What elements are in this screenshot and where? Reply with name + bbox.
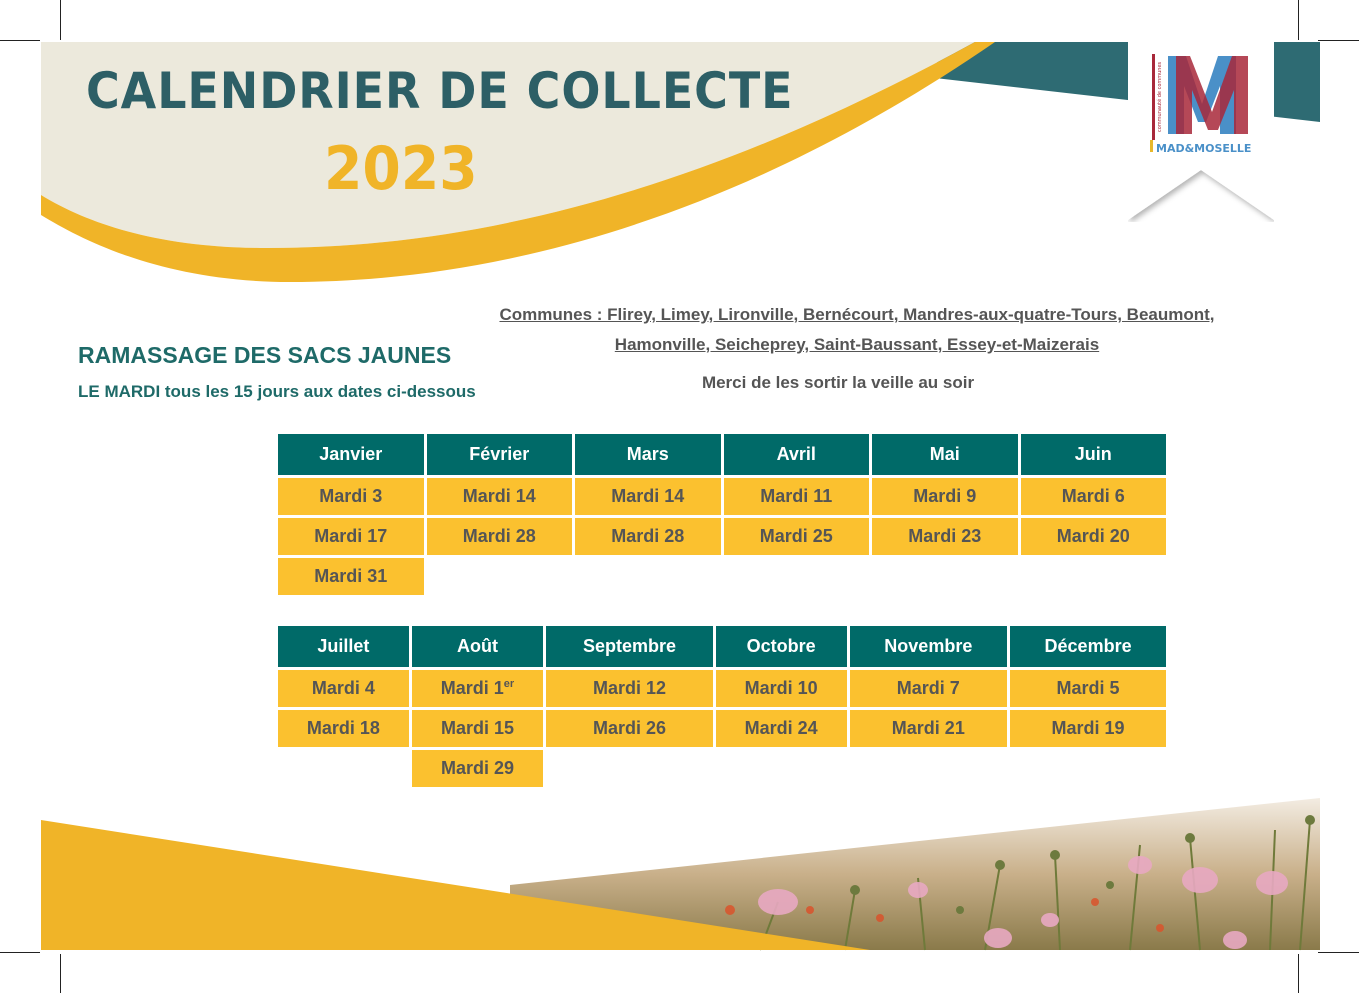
month-header: Novembre: [850, 626, 1008, 667]
date-cell: Mardi 18: [278, 710, 409, 747]
date-cell: Mardi 29: [412, 750, 543, 787]
date-cell: Mardi 21: [850, 710, 1008, 747]
page-title: CALENDRIER DE COLLECTE: [86, 62, 794, 120]
date-text: Mardi 1: [440, 678, 504, 698]
communes-line-2: Hamonville, Seicheprey, Saint-Baussant, Essey-et-Maizerais: [614, 335, 1100, 354]
month-header: Octobre: [716, 626, 847, 667]
month-header: Février: [427, 434, 573, 475]
empty-cell: [278, 750, 409, 787]
crop-mark: [60, 954, 61, 993]
date-cell: [412, 670, 543, 707]
date-cell: Mardi 28: [427, 518, 573, 555]
empty-cell: [724, 558, 870, 595]
month-header-row: [278, 626, 1166, 667]
date-cell: Mardi 20: [1021, 518, 1167, 555]
date-row: [278, 518, 1166, 555]
date-cell: Mardi 12: [546, 670, 713, 707]
empty-cell: [1010, 750, 1166, 787]
footer-flower-field: [0, 790, 1359, 953]
calendar-table-jan-jun: [275, 431, 1169, 598]
date-cell: Mardi 28: [575, 518, 721, 555]
month-header: Septembre: [546, 626, 713, 667]
month-header: Décembre: [1010, 626, 1166, 667]
year-title: 2023: [324, 134, 478, 204]
communes-list: [458, 300, 1256, 360]
ordinal-suffix: er: [503, 678, 515, 690]
logo-text: MAD&MOSELLE: [1156, 142, 1252, 155]
calendar-table-jul-dec: [275, 623, 1169, 790]
crop-mark: [1298, 954, 1299, 993]
date-cell: Mardi 5: [1010, 670, 1166, 707]
month-header: Mai: [872, 434, 1018, 475]
date-cell: Mardi 3: [278, 478, 424, 515]
month-header: Juin: [1021, 434, 1167, 475]
date-cell: Mardi 23: [872, 518, 1018, 555]
date-cell: Mardi 17: [278, 518, 424, 555]
month-header: Janvier: [278, 434, 424, 475]
empty-cell: [1021, 558, 1167, 595]
date-cell: Mardi 14: [575, 478, 721, 515]
date-row: [278, 710, 1166, 747]
empty-cell: [716, 750, 847, 787]
date-row: [278, 750, 1166, 787]
date-cell: Mardi 26: [546, 710, 713, 747]
date-row: [278, 478, 1166, 515]
date-cell: Mardi 24: [716, 710, 847, 747]
month-header: Mars: [575, 434, 721, 475]
date-row: [278, 670, 1166, 707]
month-header: Avril: [724, 434, 870, 475]
date-cell: Mardi 19: [1010, 710, 1166, 747]
month-header-row: [278, 434, 1166, 475]
section-heading: RAMASSAGE DES SACS JAUNES: [78, 342, 452, 368]
empty-cell: [872, 558, 1018, 595]
date-cell: Mardi 15: [412, 710, 543, 747]
empty-cell: [546, 750, 713, 787]
date-cell: Mardi 11: [724, 478, 870, 515]
date-cell: Mardi 7: [850, 670, 1008, 707]
date-row: [278, 558, 1166, 595]
month-header: Juillet: [278, 626, 409, 667]
instruction-note: Merci de les sortir la veille au soir: [701, 373, 975, 392]
empty-cell: [427, 558, 573, 595]
month-header: Août: [412, 626, 543, 667]
date-cell: Mardi 14: [427, 478, 573, 515]
frequency-note: LE MARDI tous les 15 jours aux dates ci-dessous: [78, 382, 476, 401]
date-cell: Mardi 10: [716, 670, 847, 707]
empty-cell: [575, 558, 721, 595]
date-cell: Mardi 4: [278, 670, 409, 707]
empty-cell: [850, 750, 1008, 787]
logo-subtitle: communauté de communes: [1157, 61, 1163, 132]
date-cell: Mardi 25: [724, 518, 870, 555]
date-cell: Mardi 6: [1021, 478, 1167, 515]
date-cell: Mardi 31: [278, 558, 424, 595]
mad-moselle-logo: [1128, 42, 1274, 222]
date-cell: Mardi 9: [872, 478, 1018, 515]
communes-line-1: Communes : Flirey, Limey, Lironville, Bernécourt, Mandres-aux-quatre-Tours, Beaumont,: [499, 305, 1215, 324]
